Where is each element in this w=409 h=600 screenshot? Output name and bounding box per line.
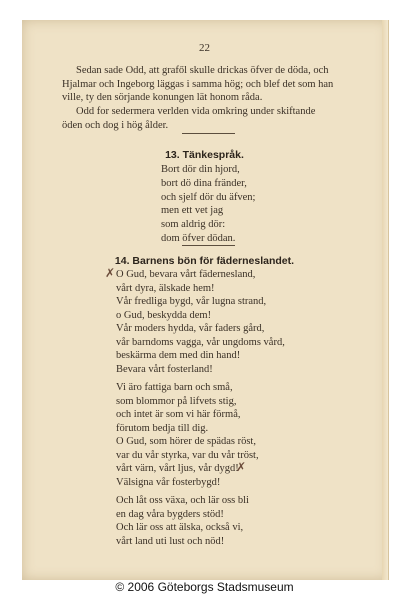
- poem-line: o Gud, beskydda dem!: [116, 309, 212, 321]
- poem-line: vår barndoms vagga, vår ungdoms vård,: [116, 336, 285, 348]
- section-14-heading: 14. Barnens bön för fäderneslandet.: [114, 255, 295, 267]
- poem-line: Vi äro fattiga barn och små,: [116, 382, 233, 393]
- pencil-x-mark-icon: ✗: [236, 460, 247, 474]
- page-number: 22: [199, 42, 210, 54]
- poem-line: Bevara vårt fosterland!: [116, 363, 213, 375]
- section-divider: [182, 245, 235, 246]
- poem-line: Vår fredliga bygd, vår lugna strand,: [116, 296, 267, 307]
- poem-line: O Gud, som hörer de spädas röst,: [116, 436, 256, 447]
- poem-line: men ett vet jag: [161, 205, 224, 217]
- intro-paragraph-1: Sedan sade Odd, att grafől skulle drickas öfver de döda, och Hjalmar och Ingeborg läggas i samma hög; och blef det som han ville, ty den sörjande konungen lät honom råda.: [62, 65, 334, 104]
- poem-line: en dag våra bygders stöd!: [116, 508, 224, 520]
- pencil-x-mark-icon: ✗: [105, 266, 116, 280]
- poem-line: som blommor på lifvets stig,: [116, 395, 237, 407]
- section-13-poem: [161, 163, 255, 246]
- poem-line: dom öfver dödan.: [161, 232, 236, 244]
- poem-line: Vår moders hydda, vår faders gård,: [116, 323, 265, 334]
- poem-line: bort dö dina fränder,: [161, 177, 247, 189]
- intro-text: [62, 64, 334, 133]
- poem-line: var du vår styrka, var du vår tröst,: [116, 449, 259, 461]
- poem-line: Bort dör din hjord,: [161, 164, 240, 175]
- section-14-poem: [116, 268, 285, 548]
- section-13-heading: 13. Tänkespråk.: [165, 149, 244, 161]
- poem-line: vårt land uti lust och nöd!: [116, 535, 225, 547]
- poem-line: förutom bedja till dig.: [116, 422, 209, 434]
- section-divider: [182, 133, 235, 134]
- poem-line: och sjelf dör du äfven;: [161, 191, 256, 203]
- poem-line: Och låt oss växa, och lär oss bli: [116, 495, 249, 506]
- poem-line: beskärma dem med din hand!: [116, 350, 241, 361]
- poem-line: vårt dyra, älskade hem!: [116, 282, 215, 294]
- poem-line: och intet är som vi här förmå,: [116, 409, 241, 420]
- poem-line: som aldrig dör:: [161, 219, 226, 231]
- page-edge: [382, 20, 388, 580]
- poem-line: vårt värn, vårt ljus, vår dygd!: [116, 463, 239, 474]
- copyright-caption: © 2006 Göteborgs Stadsmuseum: [115, 580, 294, 594]
- intro-paragraph-2: Odd for sedermera verlden vida omkring under skiftande öden och dog i hög ålder.: [62, 106, 316, 131]
- poem-line: Välsigna vår fosterbygd!: [116, 476, 221, 488]
- poem-line: Och lär oss att älska, också vi,: [116, 522, 244, 533]
- poem-line: O Gud, bevara vårt fädernesland,: [116, 269, 256, 280]
